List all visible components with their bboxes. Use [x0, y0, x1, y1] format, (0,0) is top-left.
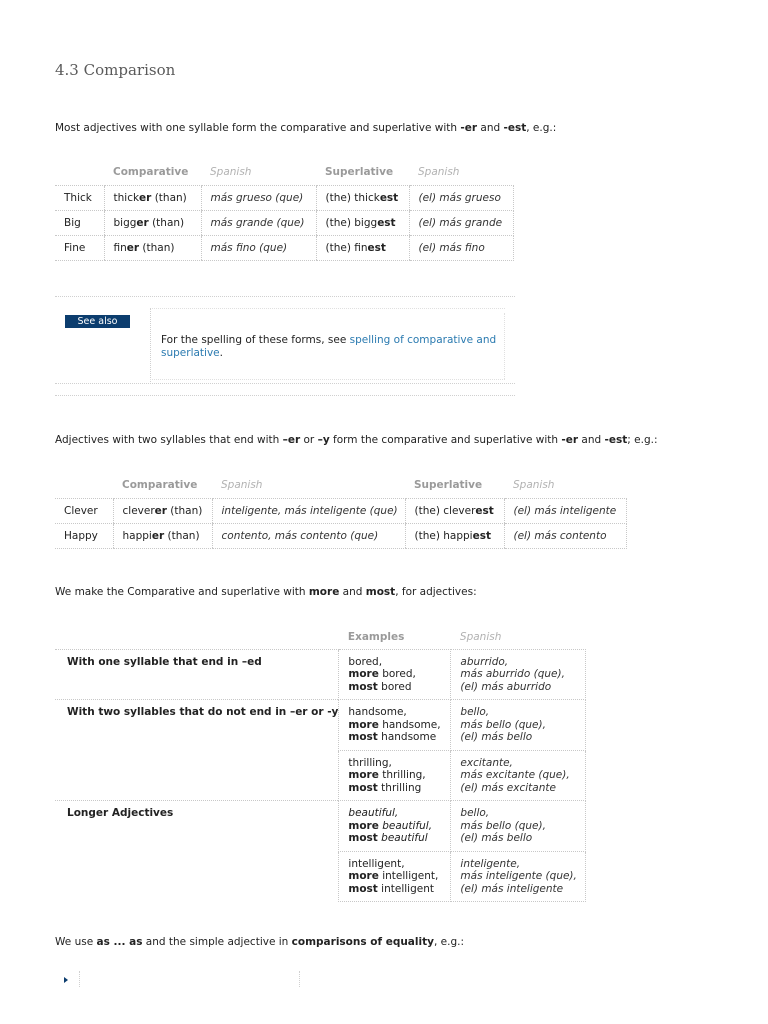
- spanish-cell: aburrido, más aburrido (que), (el) más aburrido: [451, 649, 586, 700]
- comparative-cell: bigger (than): [104, 210, 201, 235]
- category-cell: Longer Adjectives: [55, 801, 339, 852]
- adjective-cell: Clever: [55, 498, 113, 523]
- comparative-cell: finer (than): [104, 235, 201, 260]
- comparison-table-more-most: [55, 625, 586, 902]
- comparative-spanish-cell: más grande (que): [201, 210, 316, 235]
- comparative-spanish-cell: más fino (que): [201, 235, 316, 260]
- header-superlative: Superlative: [325, 166, 394, 179]
- table-row: [55, 523, 626, 548]
- superlative-spanish-cell: (el) más grueso: [409, 185, 513, 210]
- superlative-cell: (the) cleverest: [405, 498, 504, 523]
- table-row: [55, 700, 586, 751]
- header-superlative: Superlative: [414, 479, 483, 492]
- category-cell: [55, 851, 339, 902]
- comparative-cell: cleverer (than): [113, 498, 212, 523]
- header-spanish-superlative: Spanish: [513, 479, 555, 492]
- superlative-spanish-cell: (el) más inteligente: [504, 498, 626, 523]
- category-cell: With two syllables that do not end in –er or -y: [55, 700, 339, 751]
- see-also-badge: See also: [65, 315, 130, 328]
- table-row: [55, 498, 626, 523]
- table-row: [55, 210, 513, 235]
- table-row: [55, 801, 586, 852]
- comparative-cell: happier (than): [113, 523, 212, 548]
- see-also-box: [55, 296, 515, 396]
- spanish-cell: bello, más bello (que), (el) más bello: [451, 801, 586, 852]
- category-cell: With one syllable that end in –ed: [55, 649, 339, 700]
- spelling-link[interactable]: spelling of comparative and superlative: [161, 334, 497, 359]
- examples-cell: intelligent, more intelligent, most intelligent: [339, 851, 451, 902]
- comparison-table-two-syllables: [55, 473, 627, 549]
- expand-arrow-icon[interactable]: [64, 977, 68, 983]
- superlative-cell: (the) thickest: [316, 185, 409, 210]
- superlative-cell: (the) biggest: [316, 210, 409, 235]
- table-row: [55, 235, 513, 260]
- adjective-cell: Thick: [55, 185, 104, 210]
- adjective-cell: Happy: [55, 523, 113, 548]
- intro-one-syllable: Most adjectives with one syllable form the comparative and superlative with -er and -est, e.g.:: [55, 122, 557, 134]
- superlative-cell: (the) finest: [316, 235, 409, 260]
- table-row: [55, 851, 586, 902]
- intro-two-syllables: Adjectives with two syllables that end with –er or –y form the comparative and superlative with -er and -est; e.g.:: [55, 434, 658, 446]
- superlative-cell: (the) happiest: [405, 523, 504, 548]
- header-spanish: Spanish: [210, 166, 252, 179]
- comparison-table-one-syllable: [55, 160, 514, 261]
- comparative-spanish-cell: inteligente, más inteligente (que): [212, 498, 405, 523]
- superlative-spanish-cell: (el) más contento: [504, 523, 626, 548]
- header-spanish-superlative: Spanish: [418, 166, 460, 179]
- header-spanish: Spanish: [221, 479, 263, 492]
- adjective-cell: Fine: [55, 235, 104, 260]
- table-row: [55, 649, 586, 700]
- spanish-cell: bello, más bello (que), (el) más bello: [451, 700, 586, 751]
- header-examples: Examples: [347, 630, 405, 643]
- superlative-spanish-cell: (el) más fino: [409, 235, 513, 260]
- comparative-spanish-cell: más grueso (que): [201, 185, 316, 210]
- superlative-spanish-cell: (el) más grande: [409, 210, 513, 235]
- spanish-cell: excitante, más excitante (que), (el) más excitante: [451, 750, 586, 801]
- see-also-text: For the spelling of these forms, see spelling of comparative and superlative.: [161, 334, 497, 359]
- header-spanish: Spanish: [459, 630, 502, 643]
- table-row: [55, 750, 586, 801]
- examples-cell: thrilling, more thrilling, most thrilling: [339, 750, 451, 801]
- intro-more-most: We make the Comparative and superlative with more and most, for adjectives:: [55, 586, 477, 598]
- adjective-cell: Big: [55, 210, 104, 235]
- category-cell: [55, 750, 339, 801]
- intro-equality: We use as ... as and the simple adjective in comparisons of equality, e.g.:: [55, 936, 464, 948]
- comparative-cell: thicker (than): [104, 185, 201, 210]
- header-comparative: Comparative: [122, 479, 198, 492]
- table-row: [55, 185, 513, 210]
- examples-cell: beautiful, more beautiful, most beautiful: [339, 801, 451, 852]
- spanish-cell: inteligente, más inteligente (que), (el) más inteligente: [451, 851, 586, 902]
- comparative-spanish-cell: contento, más contento (que): [212, 523, 405, 548]
- header-comparative: Comparative: [113, 166, 189, 179]
- examples-cell: bored, more bored, most bored: [339, 649, 451, 700]
- page-title: 4.3 Comparison: [55, 61, 176, 79]
- examples-cell: handsome, more handsome, most handsome: [339, 700, 451, 751]
- collapsed-section-bar: [55, 969, 300, 989]
